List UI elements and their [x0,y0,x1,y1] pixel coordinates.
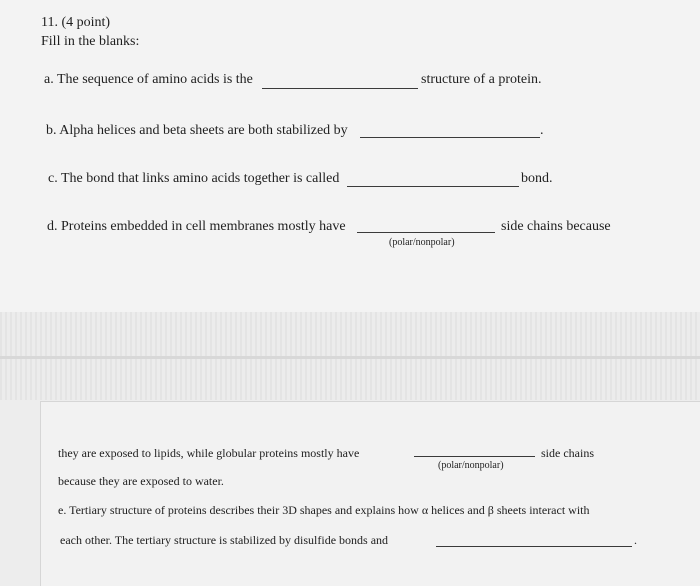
blank-a-prefix: a. The sequence of amino acids is the [44,72,253,87]
blank-b[interactable] [360,137,540,138]
blank-c-prefix: c. The bond that links amino acids together is called [48,171,340,186]
blank-e-suffix: . [634,533,637,547]
continuation-line: because they are exposed to water. [58,474,224,488]
blank-a[interactable] [262,88,418,89]
question-instruction: Fill in the blanks: [41,34,140,49]
blank-d[interactable] [357,232,495,233]
blank-c[interactable] [347,186,519,187]
blank-a-suffix: structure of a protein. [421,72,542,87]
blank-c-suffix: bond. [521,171,553,186]
blank-e[interactable] [436,546,632,547]
question-e-line1: e. Tertiary structure of proteins describes their 3D shapes and explains how α helices and β sheets interact with [58,503,590,517]
question-number: 11. (4 point) [41,15,111,30]
continuation-panel [40,401,700,586]
question-e-line2: each other. The tertiary structure is stabilized by disulfide bonds and [60,533,389,547]
blank-d-hint: (polar/nonpolar) [389,237,455,248]
blank-d2-hint: (polar/nonpolar) [438,460,504,471]
blank-d-prefix: d. Proteins embedded in cell membranes mostly have [47,219,346,234]
panel-divider [0,356,700,359]
blank-d-suffix: side chains because [501,219,611,234]
blank-d2[interactable] [414,456,535,457]
blank-d2-prefix: they are exposed to lipids, while globular proteins mostly have [58,446,360,460]
blank-b-suffix: . [540,123,544,138]
blank-d2-suffix: side chains [541,446,594,460]
blank-b-prefix: b. Alpha helices and beta sheets are both stabilized by [46,123,348,138]
